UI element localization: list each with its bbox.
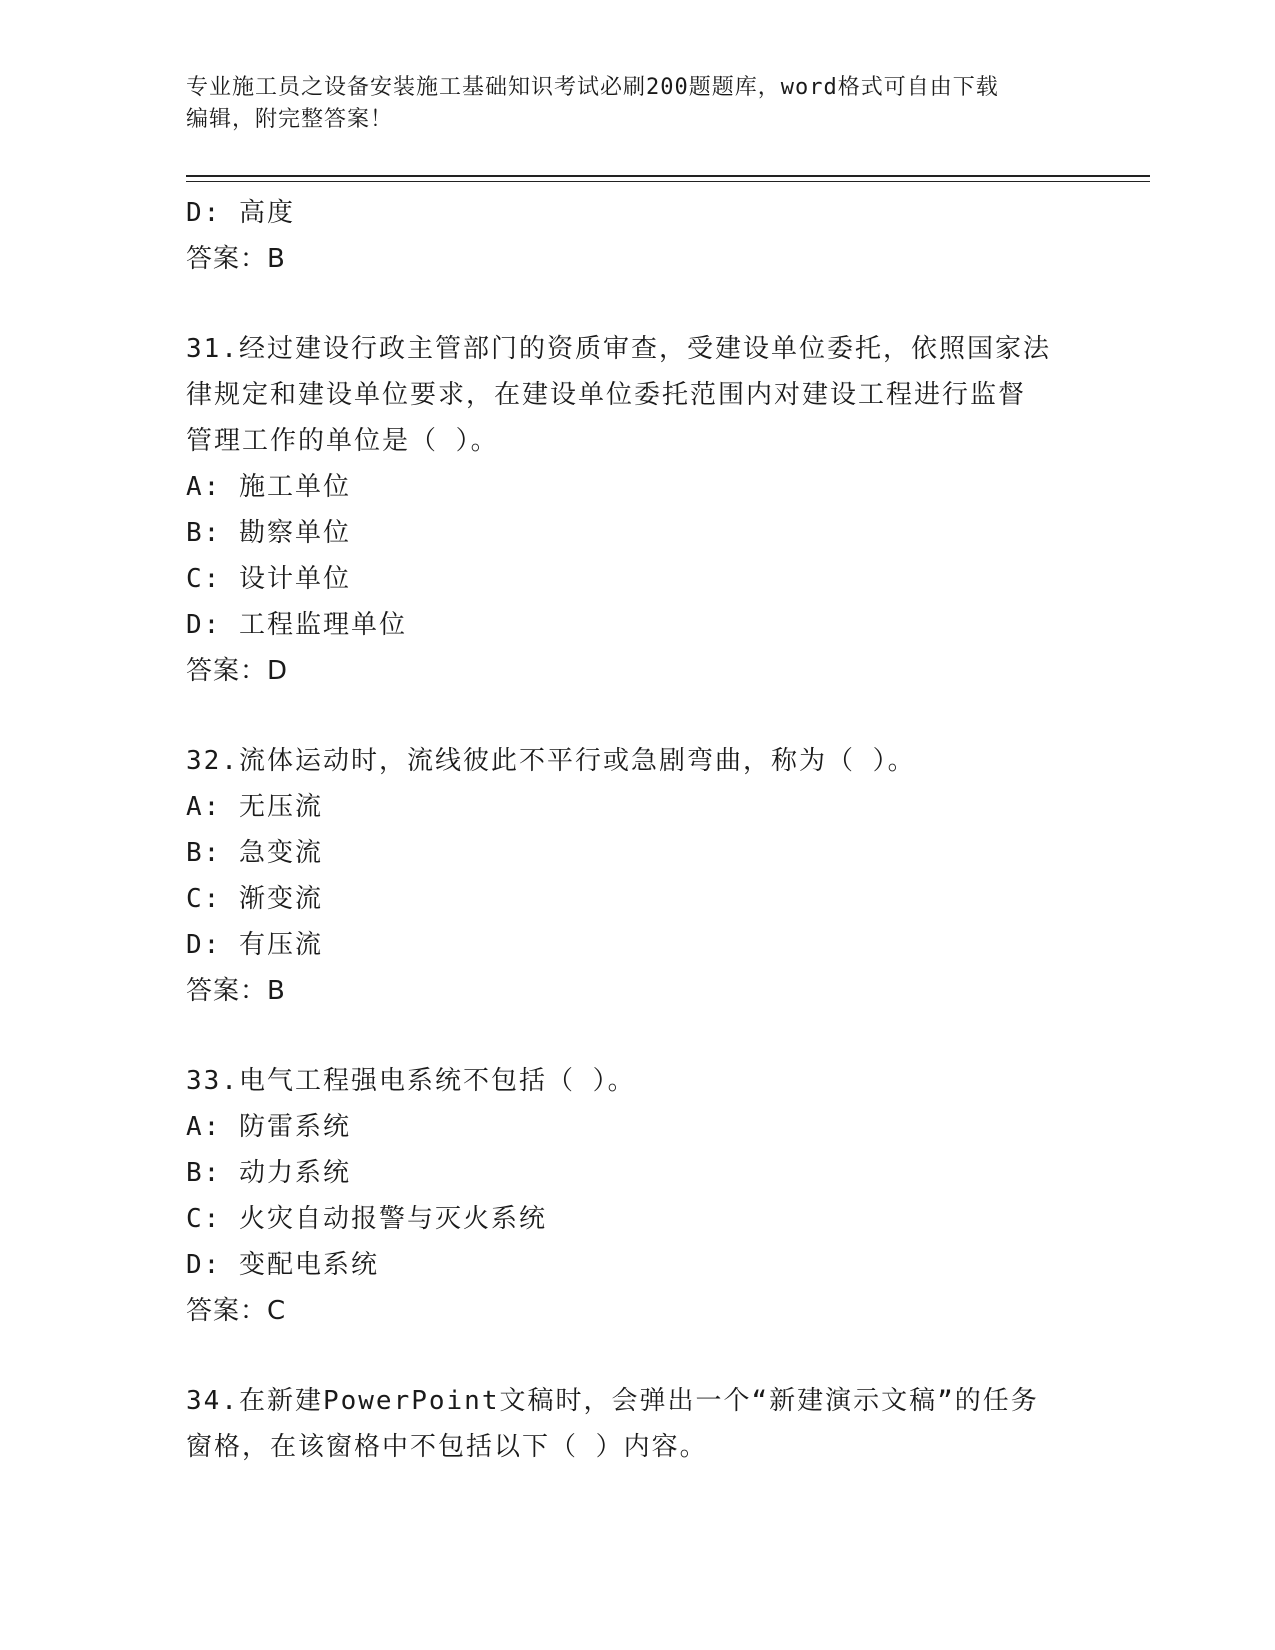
question-stem-line: 32.流体运动时，流线彼此不平行或急剧弯曲，称为（ ）。	[186, 746, 916, 776]
question-32-stem	[186, 738, 1066, 784]
question-stem-line: 窗格，在该窗格中不包括以下（ ）内容。	[186, 1432, 708, 1462]
question-32-option-d: D: 有压流	[186, 930, 323, 960]
question-31-option-c: C: 设计单位	[186, 564, 351, 594]
spacer	[186, 694, 1086, 738]
question-32-option-b: B: 急变流	[186, 838, 323, 868]
spacer	[186, 1334, 1086, 1378]
question-33-option-b: B: 动力系统	[186, 1158, 351, 1188]
question-33	[186, 1058, 1086, 1334]
spacer	[186, 282, 1086, 326]
prev-question-answer: 答案：B	[186, 244, 286, 274]
question-34	[186, 1378, 1086, 1470]
header-title-line-1: 专业施工员之设备安装施工基础知识考试必刷200题题库，word格式可自由下载	[186, 75, 999, 100]
question-33-stem	[186, 1058, 1066, 1104]
question-stem-line: 31.经过建设行政主管部门的资质审查，受建设单位委托，依照国家法	[186, 334, 1051, 364]
question-31-option-b: B: 勘察单位	[186, 518, 351, 548]
question-stem-line: 34.在新建PowerPoint文稿时，会弹出一个“新建演示文稿”的任务	[186, 1386, 1039, 1416]
question-33-option-c: C: 火灾自动报警与灭火系统	[186, 1204, 547, 1234]
question-31-stem	[186, 326, 1066, 464]
spacer	[186, 1014, 1086, 1058]
question-31	[186, 326, 1086, 694]
document-header	[186, 72, 1066, 136]
question-33-answer: 答案：C	[186, 1296, 287, 1326]
prev-question-option-d: D: 高度	[186, 198, 295, 228]
question-stem-line: 33.电气工程强电系统不包括（ ）。	[186, 1066, 636, 1096]
header-divider-thick	[186, 175, 1150, 177]
header-divider-thin	[186, 181, 1150, 182]
question-31-answer: 答案：D	[186, 656, 289, 686]
question-32-option-a: A: 无压流	[186, 792, 323, 822]
header-title-line-2: 编辑，附完整答案！	[186, 107, 394, 132]
question-31-option-d: D: 工程监理单位	[186, 610, 407, 640]
question-32-option-c: C: 渐变流	[186, 884, 323, 914]
document-body	[186, 190, 1086, 1470]
question-stem-line: 管理工作的单位是（ ）。	[186, 426, 499, 456]
question-33-option-d: D: 变配电系统	[186, 1250, 379, 1280]
question-31-option-a: A: 施工单位	[186, 472, 351, 502]
question-33-option-a: A: 防雷系统	[186, 1112, 351, 1142]
question-32	[186, 738, 1086, 1014]
question-32-answer: 答案：B	[186, 976, 286, 1006]
question-stem-line: 律规定和建设单位要求，在建设单位委托范围内对建设工程进行监督	[186, 380, 1027, 410]
question-34-stem	[186, 1378, 1066, 1470]
